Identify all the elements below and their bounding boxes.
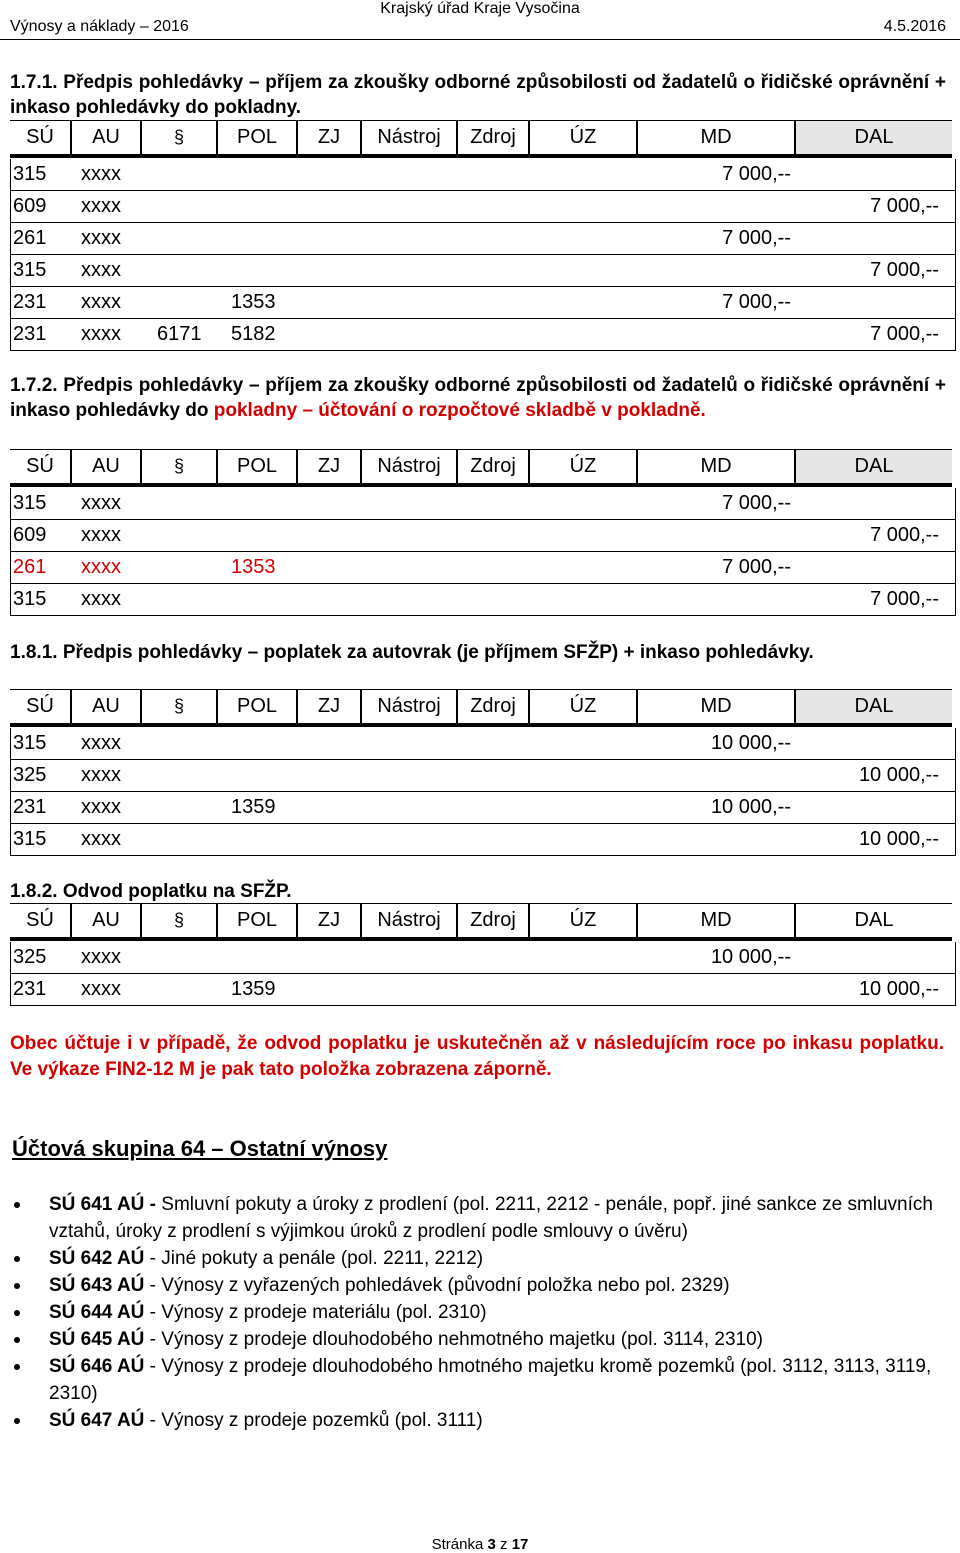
cell-dal: 7 000,-- (870, 195, 939, 217)
cell-su: 231 (13, 978, 47, 1000)
cell-su: 315 (13, 732, 47, 754)
col-uz: ÚZ (530, 450, 638, 483)
col-md: MD (638, 450, 796, 483)
col-pol: POL (218, 690, 298, 723)
table-header (10, 120, 952, 158)
account-group-title: Účtová skupina 64 – Ostatní výnosy (12, 1136, 388, 1161)
col-pol: POL (218, 450, 298, 483)
footer-sep: z (500, 1536, 508, 1553)
cell-su: 609 (13, 195, 47, 217)
cell-su: 231 (13, 291, 47, 313)
list-item (12, 1299, 946, 1326)
account-desc: - Výnosy z prodeje dlouhodobého hmotného majetku kromě pozemků (pol. 3112, 3113, 3119, 2310) (49, 1356, 932, 1404)
cell-au: xxxx (81, 163, 121, 185)
account-desc: - Jiné pokuty a penále (pol. 2211, 2212) (144, 1248, 484, 1269)
table-header (10, 689, 952, 727)
list-item (12, 1245, 946, 1272)
table-header (10, 903, 952, 941)
col-su: SÚ (10, 904, 72, 937)
list-item (12, 1272, 946, 1299)
cell-au: xxxx (81, 588, 121, 610)
list-item (12, 1326, 946, 1353)
cell-paragraph: 6171 (157, 323, 202, 345)
col-paragraph: § (142, 121, 218, 154)
list-item (12, 1407, 946, 1434)
cell-dal: 10 000,-- (858, 828, 939, 850)
col-dal: DAL (796, 690, 952, 723)
col-paragraph: § (142, 690, 218, 723)
col-zj: ZJ (298, 121, 362, 154)
col-au: AU (72, 450, 142, 483)
cell-dal: 7 000,-- (870, 588, 939, 610)
table-row (11, 942, 955, 973)
account-desc: - Výnosy z prodeje dlouhodobého nehmotného majetku (pol. 3114, 2310) (144, 1329, 764, 1350)
cell-au: xxxx (81, 323, 121, 345)
col-uz: ÚZ (530, 690, 638, 723)
cell-dal: 7 000,-- (870, 259, 939, 281)
col-au: AU (72, 121, 142, 154)
col-zdroj: Zdroj (458, 121, 530, 154)
table-row (11, 222, 955, 254)
heading-text: 1.7.2. Předpis pohledávky – příjem za zkoušky odborné způsobilosti od žadatelů o řidičské oprávnění + inkaso pohledávky do (10, 375, 946, 421)
cell-dal: 10 000,-- (858, 764, 939, 786)
cell-su: 231 (13, 323, 47, 345)
cell-dal: 10 000,-- (858, 978, 939, 1000)
table-row (11, 551, 955, 583)
section-heading-1-7-2 (10, 373, 946, 423)
footer-current-page: 3 (487, 1536, 496, 1553)
header-center: Krajský úřad Kraje Vysočina (380, 0, 580, 17)
col-dal: DAL (796, 121, 952, 154)
cell-pol: 1359 (231, 978, 276, 1000)
cell-su: 261 (13, 227, 47, 249)
col-dal: DAL (796, 450, 952, 483)
cell-md: 7 000,-- (722, 556, 791, 578)
cell-au: xxxx (81, 732, 121, 754)
cell-md: 10 000,-- (710, 796, 791, 818)
journal-table (10, 488, 956, 616)
page-header (0, 0, 960, 40)
cell-su: 315 (13, 828, 47, 850)
cell-md: 7 000,-- (722, 227, 791, 249)
col-nastroj: Nástroj (362, 904, 458, 937)
cell-au: xxxx (81, 195, 121, 217)
cell-su: 325 (13, 764, 47, 786)
col-nastroj: Nástroj (362, 121, 458, 154)
col-zdroj: Zdroj (458, 450, 530, 483)
cell-md: 10 000,-- (710, 946, 791, 968)
account-desc: - Výnosy z prodeje materiálu (pol. 2310) (144, 1302, 487, 1323)
cell-au: xxxx (81, 492, 121, 514)
journal-table (10, 728, 956, 856)
col-su: SÚ (10, 690, 72, 723)
cell-pol: 1353 (231, 556, 276, 578)
heading-text-red: pokladny – účtování o rozpočtové skladbě v pokladně. (213, 400, 706, 421)
col-zdroj: Zdroj (458, 690, 530, 723)
col-dal: DAL (854, 909, 894, 931)
table-row (11, 254, 955, 286)
table-row (11, 728, 955, 759)
journal-table (10, 942, 956, 1006)
section-heading-1-8-1: 1.8.1. Předpis pohledávky – poplatek za autovrak (je příjmem SFŽP) + inkaso pohledávky. (10, 642, 814, 663)
header-date: 4.5.2016 (883, 18, 946, 35)
cell-su: 315 (13, 163, 47, 185)
account-desc: Smluvní pokuty a úroky z prodlení (pol. 2211, 2212 - penále, popř. jiné sankce ze smluvních vztahů, úroky z prodlení s výjimkou úroků z prodlení podle smlouvy o úvěru) (49, 1194, 933, 1242)
account-code: SÚ 647 AÚ (49, 1410, 145, 1431)
col-pol: POL (218, 904, 298, 937)
table-row (11, 519, 955, 551)
cell-su: 315 (13, 588, 47, 610)
cell-dal: 7 000,-- (870, 524, 939, 546)
cell-au: xxxx (81, 764, 121, 786)
cell-pol: 5182 (231, 323, 276, 345)
section-heading-1-8-2: 1.8.2. Odvod poplatku na SFŽP. (10, 881, 292, 902)
col-paragraph: § (142, 450, 218, 483)
account-code: SÚ 644 AÚ (49, 1302, 145, 1323)
account-code: SÚ 641 AÚ - (49, 1194, 156, 1215)
cell-pol: 1359 (231, 796, 276, 818)
cell-su: 609 (13, 524, 47, 546)
cell-au: xxxx (81, 556, 121, 578)
cell-su: 325 (13, 946, 47, 968)
cell-su: 315 (13, 492, 47, 514)
cell-su: 261 (13, 556, 47, 578)
account-code: SÚ 643 AÚ (49, 1275, 145, 1296)
table-row (11, 488, 955, 519)
list-item (12, 1191, 946, 1245)
cell-au: xxxx (81, 946, 121, 968)
cell-md: 7 000,-- (722, 291, 791, 313)
account-code: SÚ 646 AÚ (49, 1356, 145, 1377)
cell-md: 7 000,-- (722, 163, 791, 185)
col-zdroj: Zdroj (458, 904, 530, 937)
account-code: SÚ 645 AÚ (49, 1329, 145, 1350)
cell-dal: 7 000,-- (870, 323, 939, 345)
col-au: AU (72, 904, 142, 937)
table-row (11, 791, 955, 823)
col-su: SÚ (10, 450, 72, 483)
cell-au: xxxx (81, 978, 121, 1000)
cell-md: 10 000,-- (710, 732, 791, 754)
account-code: SÚ 642 AÚ (49, 1248, 145, 1269)
col-md: MD (638, 121, 796, 154)
col-zj: ZJ (298, 450, 362, 483)
col-nastroj: Nástroj (362, 450, 458, 483)
table-row (11, 973, 955, 1005)
col-md: MD (638, 904, 796, 937)
cell-md: 7 000,-- (722, 492, 791, 514)
table-row (11, 318, 955, 350)
account-desc: - Výnosy z prodeje pozemků (pol. 3111) (144, 1410, 483, 1431)
table-row (11, 286, 955, 318)
col-uz: ÚZ (530, 904, 638, 937)
cell-su: 231 (13, 796, 47, 818)
cell-au: xxxx (81, 227, 121, 249)
table-row (11, 190, 955, 222)
list-item (12, 1353, 946, 1407)
account-list (12, 1191, 946, 1434)
section-heading-1-7-1: 1.7.1. Předpis pohledávky – příjem za zkoušky odborné způsobilosti od žadatelů o řidičské oprávnění + inkaso pohledávky do pokladny. (10, 72, 946, 118)
table-row (11, 759, 955, 791)
cell-pol: 1353 (231, 291, 276, 313)
col-md: MD (638, 690, 796, 723)
col-su: SÚ (10, 121, 72, 154)
cell-au: xxxx (81, 524, 121, 546)
cell-au: xxxx (81, 796, 121, 818)
journal-table (10, 159, 956, 351)
col-uz: ÚZ (530, 121, 638, 154)
cell-su: 315 (13, 259, 47, 281)
col-paragraph: § (142, 904, 218, 937)
header-left: Výnosy a náklady – 2016 (10, 18, 189, 35)
table-row (11, 159, 955, 190)
col-au: AU (72, 690, 142, 723)
col-pol: POL (218, 121, 298, 154)
col-zj: ZJ (298, 690, 362, 723)
cell-au: xxxx (81, 259, 121, 281)
cell-au: xxxx (81, 828, 121, 850)
table-header (10, 449, 952, 487)
col-nastroj: Nástroj (362, 690, 458, 723)
footer-total-pages: 17 (511, 1536, 529, 1553)
table-row (11, 823, 955, 855)
col-zj: ZJ (298, 904, 362, 937)
cell-au: xxxx (81, 291, 121, 313)
warning-note: Obec účtuje i v případě, že odvod poplatku je uskutečněn až v následujícím roce po inkasu poplatku. Ve výkaze FIN2-12 M je pak tato položka zobrazena záporně. (10, 1033, 944, 1080)
table-row (11, 583, 955, 615)
footer-label: Stránka (431, 1536, 484, 1553)
page-footer (0, 1536, 960, 1553)
header-rule (0, 39, 960, 40)
account-desc: - Výnosy z vyřazených pohledávek (původní položka nebo pol. 2329) (144, 1275, 730, 1296)
